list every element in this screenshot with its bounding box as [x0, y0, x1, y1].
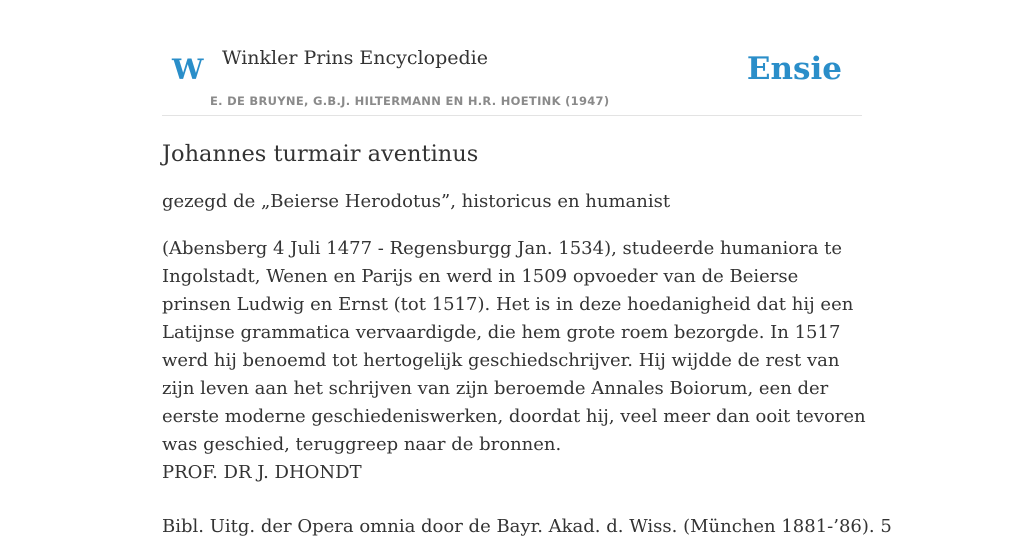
ensie-logo-link[interactable]: Ensie: [746, 51, 842, 87]
source-title[interactable]: Winkler Prins Encyclopedie: [222, 47, 488, 69]
article-body-text: (Abensberg 4 Juli 1477 - Regensburgg Jan. 1534), studeerde humaniora te Ingolstadt, Wenen en Parijs en werd in 1509 opvoeder van de Beierse prinsen Ludwig en Ernst (tot 1517). Het is in deze hoedanigheid dat hij een Latijnse grammatica vervaardigde, die hem grote roem bezorgde. In 1517 werd hij benoemd tot hertogelijk geschiedschrijver. Hij wijdde de rest van zijn leven aan het schrijven van zijn beroemde Annales Boiorum, een der eerste moderne geschiedeniswerken, doordat hij, veel meer dan ooit tevoren was geschied, teruggreep naar de bronnen.: [162, 238, 866, 455]
article-subtitle: gezegd de „Beierse Herodotus”, historicus en humanist: [162, 191, 671, 212]
source-authors: E. DE BRUYNE, G.B.J. HILTERMANN EN H.R. HOETINK (1947): [210, 94, 610, 108]
article-author: PROF. DR J. DHONDT: [162, 462, 362, 483]
article-bibliography: Bibl. Uitg. der Opera omnia door de Bayr. Akad. d. Wiss. (München 1881-’86). 5: [162, 516, 892, 537]
winkler-prins-logo-icon[interactable]: W: [172, 53, 204, 86]
article-title: Johannes turmair aventinus: [162, 141, 479, 167]
source-header: [162, 40, 862, 116]
article: [162, 138, 892, 541]
article-body: [162, 235, 867, 487]
